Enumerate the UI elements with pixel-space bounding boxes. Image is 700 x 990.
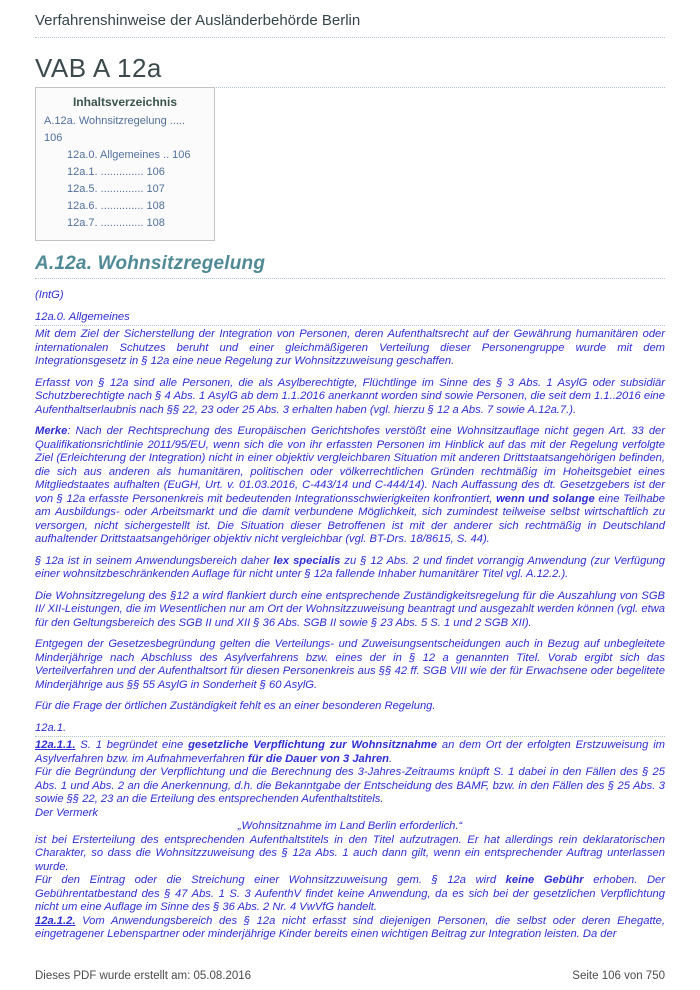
paragraph-text: Die Wohnsitzregelung des §12 a wird flankiert durch eine entsprechende Zuständigkeitsregelung für die Auszahlung von SGB II/ XII-Leistungen, die im Wesentlichen nur am Ort der Wohnsitzzuweisung beantragt und ausgezahlt werden können (vgl. etwa für den Geltungsbereich des SGB II und XII § 36 Abs. SGB II sowie § 23 Abs. 5 S. 1 und 2 SGB XII). xyxy=(35,589,665,629)
paragraph-text: Vom Anwendungsbereich des § 12a nicht erfasst sind diejenigen Personen, die selbst oder deren Ehegatte, eingetragener Lebenspartner oder minderjährige Kinder bereits einen wichtigen Beitrag zur Integration leisten. Da der xyxy=(35,914,665,940)
paragraph-emphasis: 12a.1.1. xyxy=(35,739,76,751)
paragraph xyxy=(35,739,665,766)
paragraph xyxy=(35,289,665,303)
paragraph xyxy=(35,874,665,915)
paragraph-text: zu § 12 Abs. 2 und findet vorrangig Anwendung (zur Verfügung einer wohnsitzbeschränkenden Auflage für nicht unter § 12a fallende Inhaber humanitärer Titel vgl. A.12.2.). xyxy=(35,554,665,580)
document-header-title: Verfahrenshinweise der Ausländerbehörde Berlin xyxy=(35,12,361,29)
paragraph-text: „Wohnsitznahme im Land Berlin erforderlich.“ xyxy=(237,820,463,832)
paragraph-emphasis: für die Dauer von 3 Jahren xyxy=(247,752,390,765)
paragraph-emphasis: wenn und solange xyxy=(496,492,595,505)
paragraph-emphasis: gesetzliche Verpflichtung zur Wohnsitznahme xyxy=(188,739,437,751)
paragraph-text: Für die Begründung der Verpflichtung und die Berechnung des 3-Jahres-Zeitraums knüpft S. 1 dabei in den Fällen des § 25 Abs. 1 und Abs. 2 an die Anerkennung, d.h. die Bekanntgabe der Entscheidung des BAMF, bzw. in den Fällen des § 25 Abs. 3 sowie §§ 22, 23 an die Erteilung des entsprechenden Aufenthaltstitels. xyxy=(35,766,665,805)
footer-created-date: Dieses PDF wurde erstellt am: 05.08.2016 xyxy=(35,970,252,982)
paragraph-emphasis: 12a.1.2. xyxy=(35,914,76,927)
paragraph-text: Der Vermerk xyxy=(35,806,98,819)
header-divider xyxy=(35,37,665,38)
subsection-heading: 12a.1. xyxy=(35,721,67,734)
table-of-contents xyxy=(35,87,215,241)
paragraph-text: Erfasst von § 12a sind alle Personen, die als Asylberechtigte, Flüchtlinge im Sinne des § 3 Abs. 1 AsylG oder subsidiär Schutzberechtigte nach § 4 Abs. 1 AsylG ab dem 1.1.2016 anerkannt worden sind sowie Personen, die seit dem 1.1..2016 eine Aufenthaltserlaubnis nach §§ 22, 23 oder 25 Abs. 3 erhalten haben (vgl. hierzu § 12 a Abs. 7 sowie A.12a.7.). xyxy=(35,376,665,416)
toc-entry-12a6[interactable]: 12a.6. .............. 108 xyxy=(67,200,165,212)
paragraph-text: : Nach der Rechtsprechung des Europäischen Gerichtshofes verstößt eine Wohnsitzauflage nicht gegen Art. 33 der Qualifikationsrichtlinie 2011/95/EU, wenn sich die von ihr erfassten Personen im Hinblick auf das mit der Regelung verfolgte Ziel (Erleichterung der Integration) nicht in einer objektiv vergleichbaren Situation mit anderen Drittstaatsangehörigen befinden, die sich aus anderen als humanitären, politischen oder völkerrechtlichen Gründen rechtmäßig im Hoheitsgebiet eines Mitgliedstaates aufhalten (EuGH, Urt. v. 01.03.2016, C-443/14 und C-444/14). Nach Auffassung des dt. Gesetzgebers ist der von § 12a erfasste Personenkreis mit bedeutenden Integrationsschwierigkeiten konfrontiert, xyxy=(35,425,665,505)
section-heading-divider xyxy=(35,278,665,279)
paragraph xyxy=(35,834,665,875)
paragraph xyxy=(35,807,665,821)
paragraph-text: Für den Eintrag oder die Streichung einer Wohnsitzzuweisung gem. § 12a wird xyxy=(35,874,506,886)
paragraph xyxy=(35,328,665,369)
toc-entry-12a7[interactable]: 12a.7. .............. 108 xyxy=(67,217,165,229)
paragraph-text: Mit dem Ziel der Sicherstellung der Integration von Personen, deren Aufenthaltsrecht auf der Gewährung humanitären oder internationalen Schutzes beruht und einer gleichmäßigeren Verteilung dieser Personengruppe wurde mit dem Integrationsgesetz in § 12a eine neue Regelung zur Wohnsitzzuweisung geschaffen. xyxy=(35,328,665,367)
subsection-heading: 12a.0. Allgemeines xyxy=(35,310,130,323)
page-title: VAB A 12a xyxy=(35,53,162,83)
paragraph xyxy=(35,820,665,834)
paragraph-emphasis: lex specialis xyxy=(273,554,341,567)
page-footer xyxy=(35,970,665,982)
paragraph-text: Für die Frage der örtlichen Zuständigkeit fehlt es an einer besonderen Regelung. xyxy=(35,700,436,712)
toc-entry-12a1[interactable]: 12a.1. .............. 106 xyxy=(67,166,165,178)
paragraph xyxy=(35,638,665,692)
footer-page-number: Seite 106 von 750 xyxy=(572,970,665,982)
paragraph-text: Entgegen der Gesetzesbegründung gelten die Verteilungs- und Zuweisungsentscheidungen auch in Bezug auf unbegleitete Minderjährige nach Abschluss des Asylverfahrens bzw. eines der in § 12 a genannten Titel. Vorab ergibt sich das Verteilverfahren und der Aufenthaltsort für diesen Personenkreis aus §§ 42 ff. SGB VIII wie der für Erwachsene oder begelitete Minderjährige aus §§ 55 AsylG in Sonderheit § 60 AsylG. xyxy=(35,638,665,691)
paragraph-text: . xyxy=(389,752,393,765)
document-body xyxy=(35,289,665,942)
paragraph-text: (IntG) xyxy=(35,289,64,301)
toc-entry-a12a[interactable]: A.12a. Wohnsitzregelung ..... 106 xyxy=(44,115,186,144)
subsection-divider xyxy=(35,325,665,326)
paragraph xyxy=(35,915,665,942)
paragraph-text: § 12a ist in seinem Anwendungsbereich daher xyxy=(35,554,274,567)
paragraph-text: eine Teilhabe am Ausbildungs- oder Arbeitsmarkt und die damit verbundene Möglichkeit, sich zumindest teilweise selbst wirtschaftlich zu versorgen, nicht sichergestellt ist. Die Situation dieser Betroffenen ist mit der anderer sich rechtmäßig in Deutschland aufhaltender Drittstaatsangehöriger objektiv nicht vergleichbar (vgl. BT-Drs. 18/8615, S. 44). xyxy=(35,492,665,545)
paragraph xyxy=(35,555,665,582)
paragraph-text: S. 1 begründet eine xyxy=(75,739,189,751)
subsection-divider xyxy=(35,736,665,737)
paragraph-text: ist bei Ersterteilung des entsprechenden Aufenthaltstitels in den Titel aufzutragen. Er hat allerdings rein deklaratorischen Charakter, so dass die Wohnsitzzuweisung des § 12a Abs. 1 auch dann gilt, wenn ein entsprechender Auftrag unterlassen wurde. xyxy=(35,833,665,873)
toc-entry-12a5[interactable]: 12a.5. .............. 107 xyxy=(67,183,165,195)
paragraph xyxy=(35,700,665,714)
section-heading: A.12a. Wohnsitzregelung xyxy=(35,253,266,274)
paragraph xyxy=(35,766,665,807)
paragraph-emphasis: keine Gebühr xyxy=(505,874,584,886)
toc-entry-12a0[interactable]: 12a.0. Allgemeines .. 106 xyxy=(67,149,191,161)
paragraph xyxy=(35,377,665,418)
paragraph-text: erhoben. Der Gebührentatbestand des § 47 Abs. 1 S. 3 AufenthV findet keine Anwendung, da es sich bei der gesetzlichen Verpflichtung nicht um eine Auflage im Sinne des § 36 Abs. 2 Nr. 4 VwVfG handelt. xyxy=(35,874,665,913)
paragraph xyxy=(35,590,665,631)
paragraph-text: an dem Ort der erfolgten Erstzuweisung im Asylverfahren bzw. im Aufnahmeverfahren xyxy=(35,739,665,765)
toc-title: Inhaltsverzeichnis xyxy=(72,95,178,109)
paragraph xyxy=(35,425,665,547)
paragraph-emphasis: Merke xyxy=(35,425,68,437)
